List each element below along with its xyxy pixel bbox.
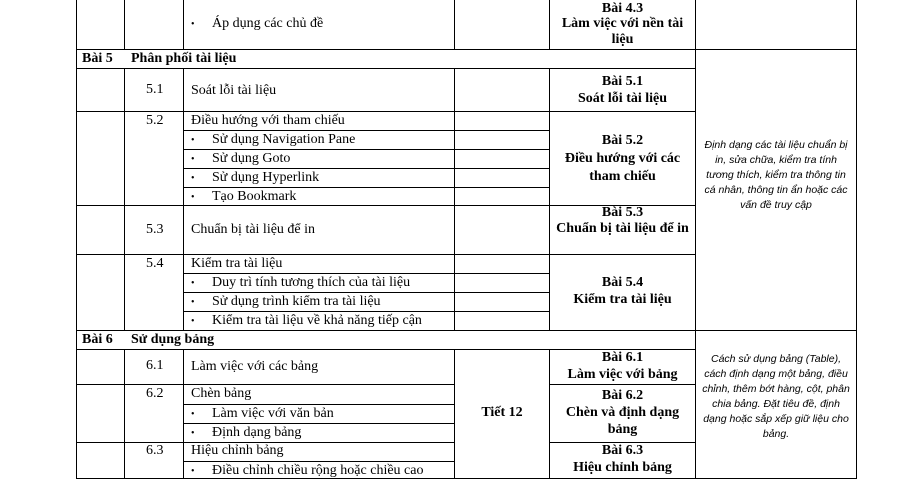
content-item: Làm việc với văn bản — [212, 406, 334, 421]
lesson-title: Soát lỗi tài liệu — [577, 91, 668, 106]
content-item: Sử dụng Goto — [212, 151, 291, 166]
section-description: Cách sử dụng bảng (Table), cách định dạng một bảng, điều chỉnh, thêm bớt hàng, cột, phân chia bảng. Đặt tiêu đề, định dạng hoặc sắp xếp giữ liệu cho bảng. — [702, 353, 850, 440]
period-label: Tiết 12 — [481, 405, 523, 420]
bullet: • — [191, 409, 195, 420]
lesson-code: Bài 5.2 — [601, 133, 644, 148]
section-number: Bài 5 — [82, 51, 113, 66]
row-divider — [549, 384, 696, 385]
lesson-code: Bài 6.3 — [601, 443, 644, 458]
column-divider — [183, 349, 184, 479]
bullet: • — [191, 278, 195, 289]
lesson-title: Chèn và định dạng bảng — [565, 405, 680, 437]
section-number: Bài 6 — [82, 332, 113, 347]
column-divider — [124, 349, 125, 479]
bullet: • — [191, 297, 195, 308]
content-item: Làm việc với các bảng — [191, 359, 319, 374]
bullet: • — [191, 316, 195, 327]
content-item: Sử dụng Hyperlink — [212, 170, 320, 185]
row-divider — [76, 254, 696, 255]
column-divider — [124, 68, 125, 330]
content-item: Điều chỉnh chiều rộng hoặc chiều cao — [212, 463, 424, 478]
column-divider — [695, 0, 696, 49]
bullet: • — [191, 466, 195, 477]
column-divider — [695, 49, 696, 330]
lesson-code: Bài 5.4 — [601, 275, 644, 290]
lesson-title: Chuẩn bị tài liệu để in — [556, 221, 689, 236]
column-divider — [549, 349, 550, 479]
column-divider — [549, 0, 550, 49]
section-description: Định dạng các tài liệu chuẩn bị in, sửa chữa, kiểm tra tính tương thích, kiểm tra thông tin cá nhân, thông tin ẩn hoặc các vấn đề truy cập — [704, 139, 848, 211]
lesson-title: Kiểm tra tài liệu — [573, 292, 672, 307]
section-title: Sử dụng bảng — [131, 332, 215, 347]
bullet: • — [191, 135, 195, 146]
column-divider — [124, 0, 125, 49]
content-item: Sử dụng Navigation Pane — [212, 132, 356, 147]
column-divider — [454, 68, 455, 330]
column-divider — [183, 68, 184, 330]
column-divider — [454, 0, 455, 49]
subsection-number: 5.1 — [146, 82, 164, 97]
row-divider — [76, 111, 696, 112]
bullet: • — [191, 19, 195, 30]
subsection-number: 6.1 — [146, 358, 164, 373]
column-divider — [183, 0, 184, 49]
subsection-number: 6.2 — [146, 386, 164, 401]
content-item: Điều hướng với tham chiếu — [191, 113, 345, 128]
lesson-title: Điều hướng với các tham chiếu — [564, 151, 681, 184]
subsection-number: 5.4 — [146, 256, 164, 271]
content-item: Kiểm tra tài liệu — [191, 256, 283, 271]
content-item: Chèn bảng — [191, 386, 252, 401]
lesson-code: Bài 6.2 — [601, 388, 644, 403]
table-border-right — [856, 0, 857, 479]
bullet: • — [191, 192, 195, 203]
lesson-title: Làm việc với nền tài liệu — [561, 16, 684, 47]
content-item: Soát lỗi tài liệu — [191, 83, 277, 98]
content-item: Định dạng bảng — [212, 425, 302, 440]
column-divider — [549, 68, 550, 330]
content-item: Tạo Bookmark — [212, 189, 297, 204]
content-item: Áp dụng các chủ đề — [212, 16, 324, 31]
row-divider — [76, 68, 696, 69]
bullet: • — [191, 154, 195, 165]
column-divider — [695, 330, 696, 479]
subsection-number: 6.3 — [146, 443, 164, 458]
column-divider — [454, 349, 455, 479]
row-divider — [76, 384, 455, 385]
lesson-code: Bài 5.1 — [601, 74, 644, 89]
content-item: Hiệu chỉnh bảng — [191, 443, 284, 458]
content-item: Chuẩn bị tài liệu để in — [191, 222, 316, 237]
bullet: • — [191, 428, 195, 439]
lesson-code: Bài 5.3 — [601, 205, 644, 220]
row-divider — [76, 478, 857, 479]
content-item: Kiểm tra tài liệu về khả năng tiếp cận — [212, 313, 422, 328]
subsection-number: 5.3 — [146, 222, 164, 237]
lesson-code: Bài 4.3 — [601, 1, 644, 16]
lesson-title: Hiệu chỉnh bảng — [573, 460, 672, 475]
table-border-left — [76, 0, 77, 479]
content-item: Sử dụng trình kiểm tra tài liệu — [212, 294, 381, 309]
section-title: Phân phối tài liệu — [131, 51, 237, 66]
lesson-code: Bài 6.1 — [601, 350, 644, 365]
bullet: • — [191, 173, 195, 184]
subsection-number: 5.2 — [146, 113, 164, 128]
content-item: Duy trì tính tương thích của tài liệu — [212, 275, 411, 290]
lesson-title: Làm việc với bảng — [567, 367, 678, 382]
